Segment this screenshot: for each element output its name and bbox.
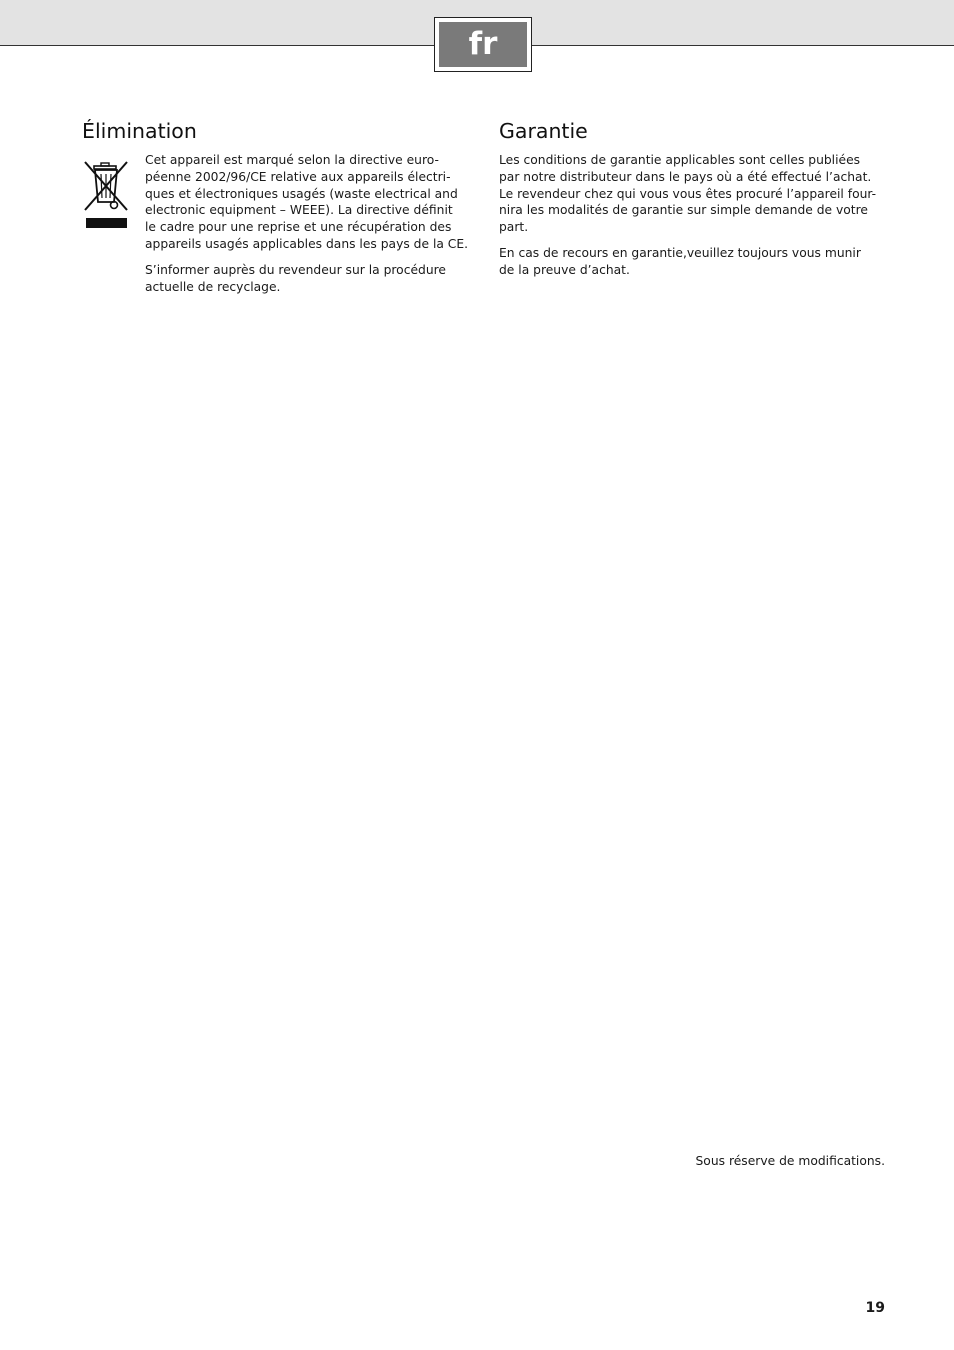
text-line: actuelle de recyclage. [145,279,281,294]
text-line: Cet appareil est marqué selon la directive euro- [145,153,439,167]
text-line: de la preuve d’achat. [499,262,630,277]
page-number: 19 [865,1300,885,1316]
language-tab [434,17,532,72]
garantie-paragraph-2 [499,245,861,279]
text-line: péenne 2002/96/CE relative aux appareils électri- [145,169,451,184]
language-tab-label: fr [439,22,527,67]
text-line: appareils usagés applicables dans les pays de la CE. [145,236,469,251]
text-line: ques et électroniques usagés (waste electrical and [145,186,458,201]
elimination-paragraph-2 [145,262,446,296]
elimination-paragraph-1 [145,152,468,253]
text-line: part. [499,220,529,235]
text-line: par notre distributeur dans le pays où a été effectué l’achat. [499,169,872,184]
crossed-out-wheeled-bin-icon [83,160,129,230]
text-line: S’informer auprès du revendeur sur la procédure [145,263,446,277]
text-line: nira les modalités de garantie sur simple demande de votre [499,203,868,218]
text-line: le cadre pour une reprise et une récupération des [145,220,452,235]
text-line: electronic equipment – WEEE). La directive définit [145,203,453,218]
text-line: Les conditions de garantie applicables sont celles publiées [499,153,861,167]
text-line: Le revendeur chez qui vous vous êtes procuré l’appareil four- [499,186,877,201]
garantie-paragraph-1 [499,152,876,236]
elimination-title: Élimination [82,119,197,143]
text-line: En cas de recours en garantie,veuillez toujours vous munir [499,246,861,260]
footer-note: Sous réserve de modifications. [695,1154,885,1168]
garantie-title: Garantie [499,119,588,143]
